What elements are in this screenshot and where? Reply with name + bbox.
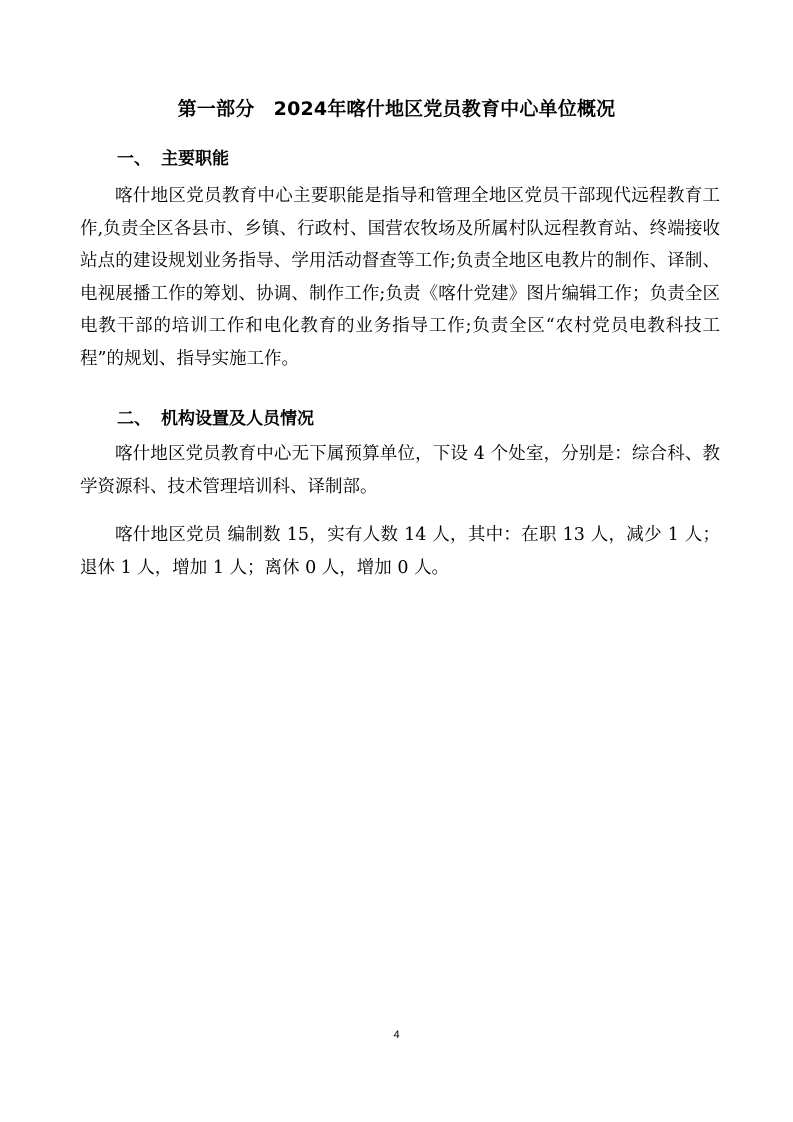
section-heading-organization [117, 407, 314, 431]
section-heading-text: 主要职能 [161, 149, 229, 169]
page-title: 第一部分 2024年喀什地区党员教育中心单位概况 [177, 98, 616, 120]
paragraph-main-functions: 喀什地区党员教育中心主要职能是指导和管理全地区党员干部现代远程教育工作,负责全区各县市、乡镇、行政村、国营农牧场及所属村队远程教育站、终端接收站点的建设规划业务指导、学用活动督查等工作;负责全地区电教片的制作、译制、电视展播工作的筹划、协调、制作工作;负责《喀什党建》图片编辑工作；负责全区电教干部的培训工作和电化教育的业务指导工作;负责全区“农村党员电教科技工程”的规划、指导实施工作。 [80, 186, 720, 369]
paragraph-departments: 喀什地区党员教育中心无下属预算单位，下设 4 个处室，分别是：综合科、教学资源科、技术管理培训科、译制部。 [80, 444, 720, 497]
section-heading-text: 机构设置及人员情况 [161, 409, 314, 429]
section-heading-main-functions [117, 147, 229, 171]
section-number: 二、 [117, 409, 151, 429]
paragraph-staffing: 喀什地区党员 编制数 15，实有人数 14 人，其中：在职 13 人，减少 1 人；退休 1 人，增加 1 人；离休 0 人，增加 0 人。 [80, 525, 720, 578]
section-number: 一、 [117, 149, 151, 169]
page-number: 4 [393, 1029, 400, 1041]
